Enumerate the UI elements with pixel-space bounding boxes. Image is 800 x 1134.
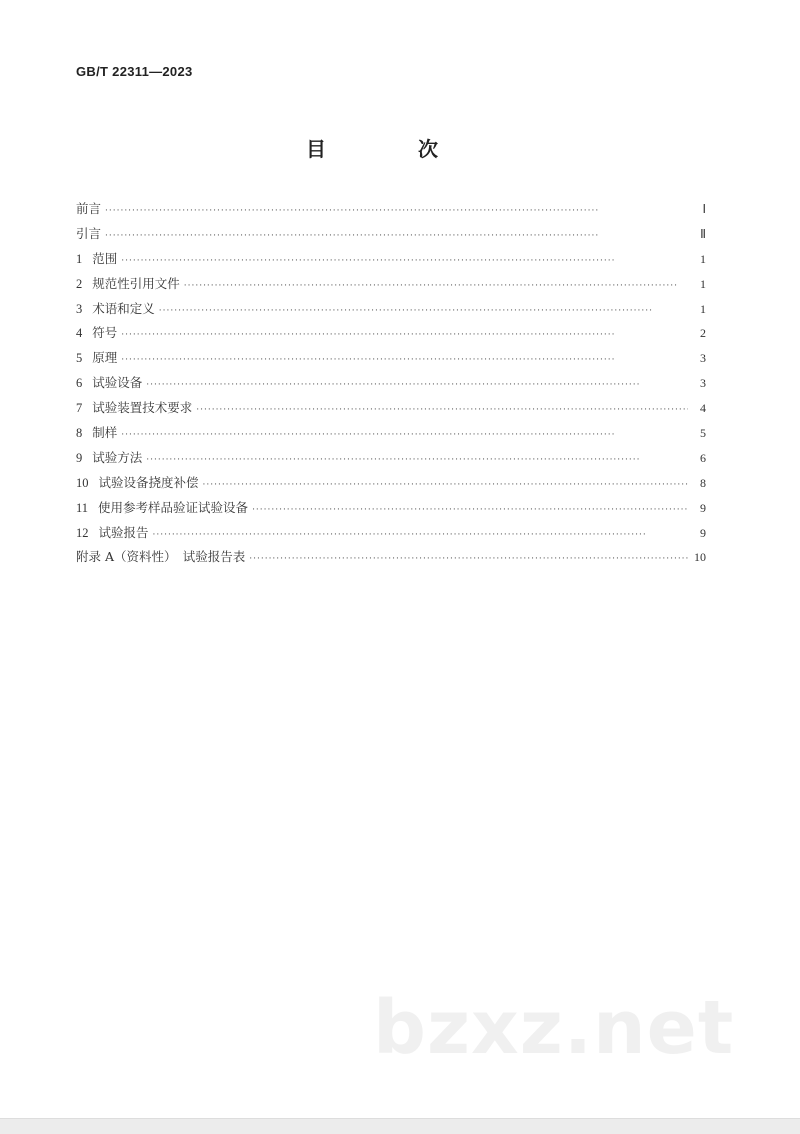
toc-entry-number: 12 [76,525,89,540]
toc-entry-2[interactable] [76,274,706,299]
toc-entry-10[interactable] [76,473,706,498]
toc-entry-number: 4 [76,326,83,341]
toc-entry-label: 术语和定义 [92,300,155,316]
toc-entry-label: 使用参考样品验证试验设备 [98,499,249,515]
toc-entry-page: 5 [700,426,706,441]
table-of-contents [76,199,706,572]
toc-entry-number: 11 [76,500,89,515]
toc-entry-label: 规范性引用文件 [92,275,180,291]
toc-entry-page: 4 [700,401,706,416]
toc-entry-number: 8 [76,426,83,441]
toc-entry-page: 1 [700,276,706,291]
toc-leader-dots [252,505,688,515]
toc-entry-12[interactable] [76,523,706,548]
toc-leader-dots [121,256,688,266]
toc-entry-8[interactable] [76,423,706,448]
toc-entry-label: 附录 A（资料性） 试验报告表 [76,549,246,565]
toc-entry-page: 9 [700,500,706,515]
toc-leader-dots [249,554,688,564]
toc-leader-dots [121,355,688,365]
toc-entry-page: 9 [700,525,706,540]
toc-entry-number: 10 [76,475,89,490]
toc-leader-dots [105,206,688,216]
toc-entry-page: 1 [700,301,706,316]
toc-entry-introduction[interactable] [76,224,706,249]
toc-leader-dots [184,281,688,291]
toc-leader-dots [196,405,688,415]
toc-entry-label: 制样 [92,425,118,441]
viewer-bottom-edge [0,1118,800,1134]
toc-entry-label: 试验报告 [98,524,149,540]
toc-entry-number: 3 [76,301,83,316]
toc-leader-dots [105,231,688,241]
toc-entry-label: 试验方法 [92,449,143,465]
toc-leader-dots [121,330,688,340]
toc-entry-6[interactable] [76,373,706,398]
toc-entry-label: 引言 [76,225,102,241]
toc-entry-appendix-a[interactable] [76,547,706,572]
watermark: bzxz.net [373,985,735,1071]
toc-entry-number: 9 [76,450,83,465]
toc-leader-dots [146,455,688,465]
toc-entry-page: 3 [700,376,706,391]
toc-entry-11[interactable] [76,498,706,523]
toc-entry-label: 范围 [92,250,118,266]
toc-entry-9[interactable] [76,448,706,473]
toc-entry-7[interactable] [76,398,706,423]
toc-entry-label: 原理 [92,350,118,366]
toc-entry-number: 7 [76,401,83,416]
standard-code: GB/T 22311—2023 [76,64,193,79]
toc-entry-page: 1 [700,251,706,266]
toc-entry-label: 试验装置技术要求 [92,400,193,416]
toc-entry-label: 试验设备挠度补偿 [98,474,199,490]
toc-entry-number: 2 [76,276,83,291]
toc-leader-dots [146,380,688,390]
toc-leader-dots [159,306,688,316]
toc-title: 目 次 [306,137,474,161]
toc-entry-label: 符号 [92,325,118,341]
toc-entry-number: 6 [76,376,83,391]
toc-entry-page: Ⅱ [700,226,706,241]
toc-entry-label: 前言 [76,201,102,216]
toc-entry-label: 试验设备 [92,375,143,391]
toc-entry-page: 10 [694,550,706,565]
toc-entry-4[interactable] [76,323,706,348]
toc-entry-number: 1 [76,251,83,266]
toc-entry-page: Ⅰ [702,202,706,216]
toc-leader-dots [153,530,688,540]
toc-entry-1[interactable] [76,249,706,274]
toc-entry-5[interactable] [76,348,706,373]
toc-entry-foreword[interactable] [76,199,706,224]
toc-entry-page: 6 [700,450,706,465]
toc-entry-page: 8 [700,475,706,490]
toc-entry-page: 3 [700,351,706,366]
toc-entry-3[interactable] [76,299,706,324]
toc-entry-page: 2 [700,326,706,341]
toc-leader-dots [203,480,688,490]
toc-leader-dots [121,430,688,440]
toc-entry-number: 5 [76,351,83,366]
